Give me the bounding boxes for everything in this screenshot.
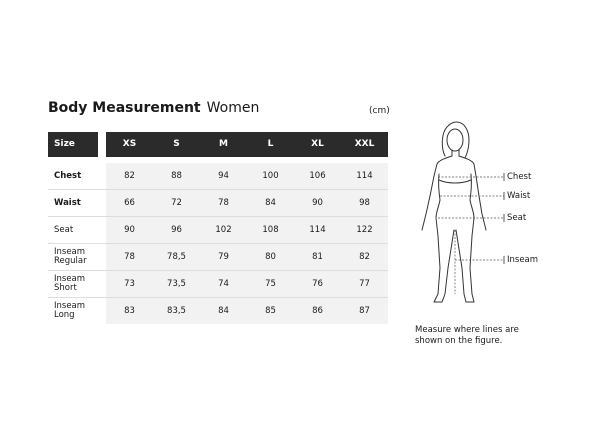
- table-cell: 72: [171, 198, 182, 208]
- size-header-bar: [106, 132, 388, 157]
- row-label: [54, 163, 106, 189]
- row-values: [106, 298, 388, 324]
- note-line: Measure where lines are: [415, 325, 519, 335]
- figure-label-chest: Chest: [507, 172, 532, 182]
- table-cell: 108: [262, 225, 279, 235]
- row-values: [106, 190, 388, 216]
- table-cell: 94: [218, 171, 229, 181]
- row-label-line: Inseam: [54, 274, 86, 284]
- table-row-inseam-regular: [48, 244, 388, 270]
- row-label-line: Chest: [54, 170, 82, 181]
- row-values: [106, 217, 388, 243]
- row-label: [54, 190, 106, 216]
- unit-label: (cm): [369, 106, 390, 116]
- table-cell: 75: [265, 279, 276, 289]
- table-cell: 77: [359, 279, 370, 289]
- table-cell: 78: [218, 198, 229, 208]
- row-label-line: Waist: [54, 197, 81, 208]
- row-label-line: Short: [54, 283, 77, 293]
- table-cell: 82: [124, 171, 135, 181]
- table-cell: 85: [265, 306, 276, 316]
- row-label-line: Seat: [54, 224, 74, 235]
- figure-label-waist: Waist: [507, 191, 531, 201]
- row-label-line: Inseam: [54, 247, 86, 257]
- table-cell: 114: [309, 225, 326, 235]
- size-header-s: S: [173, 139, 180, 149]
- table-cell: 82: [359, 252, 370, 262]
- table-row-inseam-long: [48, 298, 388, 324]
- table-row-waist: [48, 190, 388, 216]
- row-label: [54, 217, 106, 243]
- table-cell: 83: [124, 306, 135, 316]
- row-values: [106, 271, 388, 297]
- row-label-line: Inseam: [54, 301, 86, 311]
- table-cell: 114: [356, 171, 373, 181]
- size-header-l: L: [267, 139, 274, 149]
- table-cell: 73: [124, 279, 135, 289]
- table-cell: 84: [265, 198, 276, 208]
- table-cell: 84: [218, 306, 229, 316]
- row-label: [54, 298, 106, 324]
- row-label-line: Regular: [54, 256, 87, 266]
- figure-label-inseam: Inseam: [507, 255, 539, 265]
- table-cell: 66: [124, 198, 135, 208]
- table-cell: 102: [215, 225, 232, 235]
- note-line: shown on the figure.: [415, 336, 503, 346]
- size-header-xl: XL: [311, 139, 324, 149]
- table-cell: 80: [265, 252, 276, 262]
- measurement-note: [415, 325, 565, 347]
- table-cell: 100: [262, 171, 279, 181]
- table-cell: 87: [359, 306, 370, 316]
- table-cell: 81: [312, 252, 323, 262]
- table-row-seat: [48, 217, 388, 243]
- table-cell: 83,5: [167, 306, 186, 316]
- size-header-xxl: XXL: [354, 139, 375, 149]
- torso-outline: [424, 156, 484, 222]
- size-header-m: M: [219, 139, 228, 149]
- table-cell: 106: [309, 171, 326, 181]
- hands-outline: [422, 222, 486, 230]
- row-label: [54, 244, 106, 270]
- table-cell: 73,5: [167, 279, 186, 289]
- table-row-chest: [48, 163, 388, 189]
- title-bold: Body Measurement: [48, 100, 201, 116]
- size-header-xs: XS: [122, 139, 137, 149]
- legs-outline: [434, 230, 474, 302]
- row-values: [106, 163, 388, 189]
- row-label-line: Long: [54, 310, 75, 320]
- table-cell: 98: [359, 198, 370, 208]
- figure-label-seat: Seat: [507, 213, 527, 223]
- head-outline: [447, 129, 463, 151]
- page-title: [48, 100, 259, 116]
- size-header-cell: Size: [48, 132, 98, 157]
- table-cell: 78: [124, 252, 135, 262]
- table-row-inseam-short: [48, 271, 388, 297]
- table-cell: 122: [356, 225, 373, 235]
- hair-outline: [442, 122, 469, 158]
- row-values: [106, 244, 388, 270]
- table-cell: 86: [312, 306, 323, 316]
- table-cell: 88: [171, 171, 182, 181]
- table-cell: 78,5: [167, 252, 186, 262]
- table-cell: 74: [218, 279, 229, 289]
- table-cell: 76: [312, 279, 323, 289]
- table-cell: 90: [124, 225, 135, 235]
- title-light: Women: [206, 100, 260, 116]
- table-cell: 96: [171, 225, 182, 235]
- bust-line: [439, 180, 471, 183]
- row-label: [54, 271, 106, 297]
- table-cell: 90: [312, 198, 323, 208]
- table-cell: 79: [218, 252, 229, 262]
